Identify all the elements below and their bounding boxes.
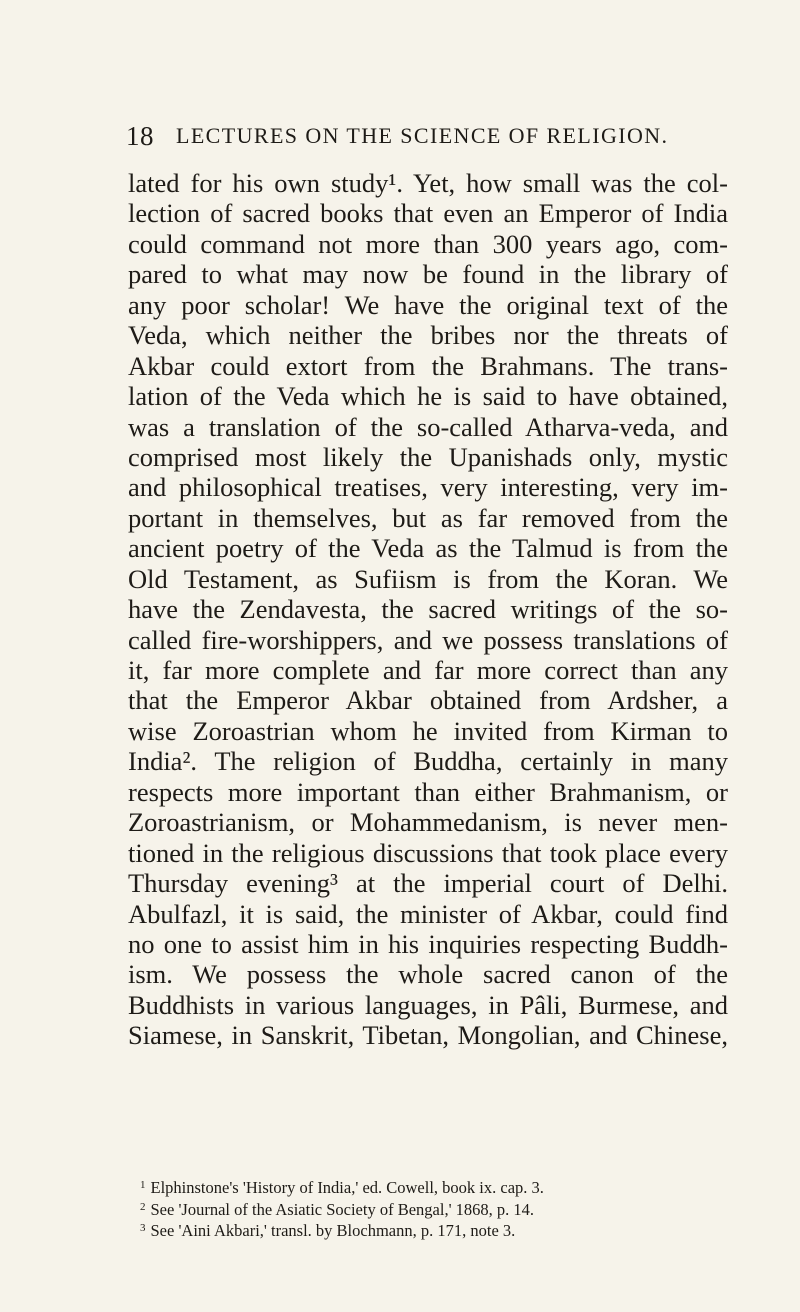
text-line: have the Zendavesta, the sacred writings of the so- [128,594,728,625]
text-line: and philosophical treatises, very interesting, very im- [128,472,728,503]
body-text [128,168,728,1051]
text-line: called fire-worshippers, and we possess translations of [128,624,728,655]
text-line: any poor scholar! We have the original text of the [128,289,728,320]
text-line: Abulfazl, it is said, the minister of Akbar, could find [128,898,728,929]
text-line: pared to what may now be found in the library of [128,259,728,290]
text-line: no one to assist him in his inquiries respecting Buddh- [128,928,728,959]
text-line: Akbar could extort from the Brahmans. The trans- [128,350,728,381]
footnote-text: See 'Journal of the Asiatic Society of Bengal,' 1868, p. 14. [150,1199,535,1219]
text-line: comprised most likely the Upanishads only, mystic [128,441,728,472]
footnote-marker: 3 [140,1222,146,1234]
footnote-text: See 'Aini Akbari,' transl. by Blochmann, p. 171, note 3. [150,1221,516,1240]
footnotes [140,1175,730,1240]
text-line: ancient poetry of the Veda as the Talmud is from the [128,533,728,564]
text-line: portant in themselves, but as far removed from the [128,502,728,533]
text-line: Old Testament, as Sufiism is from the Koran. We [128,563,728,594]
text-line: wise Zoroastrian whom he invited from Kirman to [128,715,728,746]
footnote [140,1218,730,1240]
page-header [126,118,726,154]
text-line: lection of sacred books that even an Emperor of India [128,198,728,229]
text-line: that the Emperor Akbar obtained from Ardsher, a [128,685,728,716]
text-line: Veda, which neither the bribes nor the threats of [128,320,728,351]
text-line: lation of the Veda which he is said to have obtained, [128,381,728,412]
footnote [140,1197,730,1219]
text-line: respects more important than either Brahmanism, or [128,776,728,807]
text-line: India². The religion of Buddha, certainly in many [128,746,728,777]
text-line: Zoroastrianism, or Mohammedanism, is never men- [128,807,728,838]
text-line: Thursday evening³ at the imperial court of Delhi. [128,868,728,899]
running-head: LECTURES ON THE SCIENCE OF RELIGION. [176,123,669,148]
text-line: Buddhists in various languages, in Pâli, Burmese, and [128,989,728,1020]
text-line: Siamese, in Sanskrit, Tibetan, Mongolian, and Chinese, [128,1020,728,1051]
footnote-marker: 1 [140,1179,146,1191]
text-line: it, far more complete and far more correct than any [128,655,728,685]
text-line: lated for his own study¹. Yet, how small was the col- [128,168,728,198]
text-line: ism. We possess the whole sacred canon of the [128,959,728,990]
text-line: was a translation of the so-called Atharva-veda, and [128,411,728,442]
footnote-marker: 2 [140,1200,146,1213]
page-number: 18 [126,121,154,151]
text-line: could command not more than 300 years ago, com- [128,228,728,259]
text-line: tioned in the religious discussions that took place every [128,837,728,868]
footnote-text: Elphinstone's 'History of India,' ed. Cowell, book ix. cap. 3. [150,1178,544,1197]
footnote [140,1175,730,1197]
